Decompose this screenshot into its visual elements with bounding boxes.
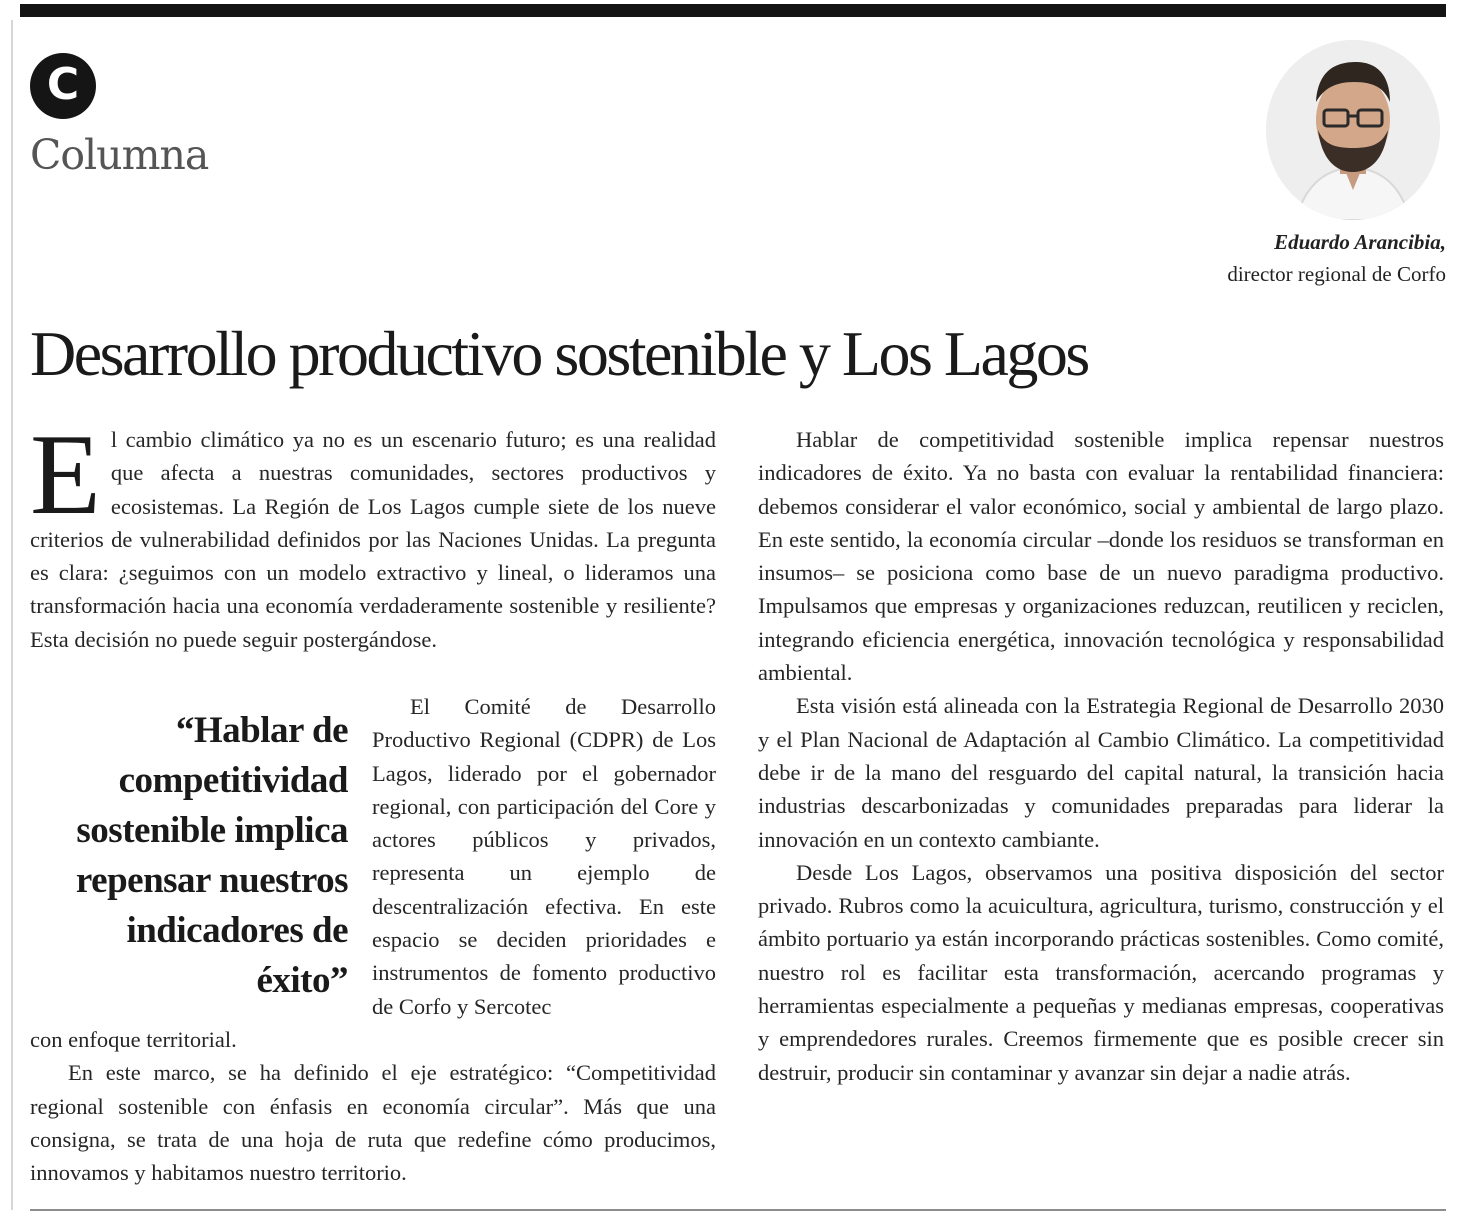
left-margin-rule [11,20,13,1210]
article-column-left-top [30,411,716,656]
section-badge: C [30,53,96,119]
paragraph-1-text: l cambio climático ya no es un escenario futuro; es una realidad que afecta a nuestras comunidades, sectores productivos y ecosistemas. La Región de Los Lagos cumple siete de los nueve criterios de vulnerabilidad definidos por las Naciones Unidas. La pregunta es clara: ¿seguimos con un modelo extractivo y lineal, o lideramos una transformación hacia una economía verdaderamente sostenible y resiliente? Esta decisión no puede seguir postergándose. [30,427,716,652]
drop-cap: E [30,411,101,539]
section-label: Columna [30,131,209,179]
article-column-right [758,423,1444,1089]
article-paragraph-2-continued: con enfoque territorial. [30,1027,237,1052]
bottom-rule [30,1209,1446,1211]
article-paragraph-5: Esta visión está alineada con la Estrategia Regional de Desarrollo 2030 y el Plan Nacional de Adaptación al Cambio Climático. La competitividad debe ir de la mano del resguardo del capital natural, la transición hacia industrias descarbonizadas y comunidades preparadas para liderar la innovación en un contexto cambiante. [758,693,1444,852]
article-column-left-mid [372,690,716,1023]
article-paragraph-2: El Comité de Desarrollo Productivo Regional (CDPR) de Los Lagos, liderado por el gobernador regional, con participación del Core y actores públicos y privados, representa un ejemplo de descentralización efectiva. En este espacio se deciden prioridades e instrumentos de fomento productivo de Corfo y Sercotec [372,694,716,1019]
article-paragraph-4: Hablar de competitividad sostenible implica repensar nuestros indicadores de éxito. Ya no basta con evaluar la rentabilidad financiera: debemos considerar el valor económico, social y ambiental de largo plazo. En este sentido, la economía circular –donde los residuos se transforman en insumos– se posiciona como base de un nuevo paradigma productivo. Impulsamos que empresas y organizaciones reduzcan, reutilicen y reciclen, integrando eficiencia energética, innovación tecnológica y responsabilidad ambiental. [758,427,1444,686]
article-headline: Desarrollo productivo sostenible y Los Lagos [30,318,1088,389]
article-paragraph-6: Desde Los Lagos, observamos una positiva disposición del sector privado. Rubros como la acuicultura, agricultura, turismo, construcción y el ámbito portuario ya están incorporando prácticas sostenibles. Como comité, nuestro rol es facilitar esta transformación, acercando programas y herramientas especialmente a pequeñas y medianas empresas, cooperativas y emprendedores rurales. Creemos firmemente que es posible crecer sin destruir, producir sin contaminar y avanzar sin dejar a nadie atrás. [758,859,1444,1085]
pull-quote: “Hablar de competitividad sostenible implica repensar nuestros indicadores de éxito” [75,710,348,1001]
article-paragraph-3: En este marco, se ha definido el eje estratégico: “Competitividad regional sostenible con énfasis en economía circular”. Más que una consigna, se trata de una hoja de ruta que redefine cómo producimos, innovamos y habitamos nuestro territorio. [30,1060,716,1186]
author-photo [1266,40,1440,220]
author-portrait-image [1266,40,1440,220]
author-name: Eduardo Arancibia, [1274,230,1446,254]
author-role: director regional de Corfo [1227,262,1446,286]
article-paragraph-1 [30,411,716,656]
top-rule [20,4,1446,17]
article-column-left-bottom [30,1023,716,1189]
